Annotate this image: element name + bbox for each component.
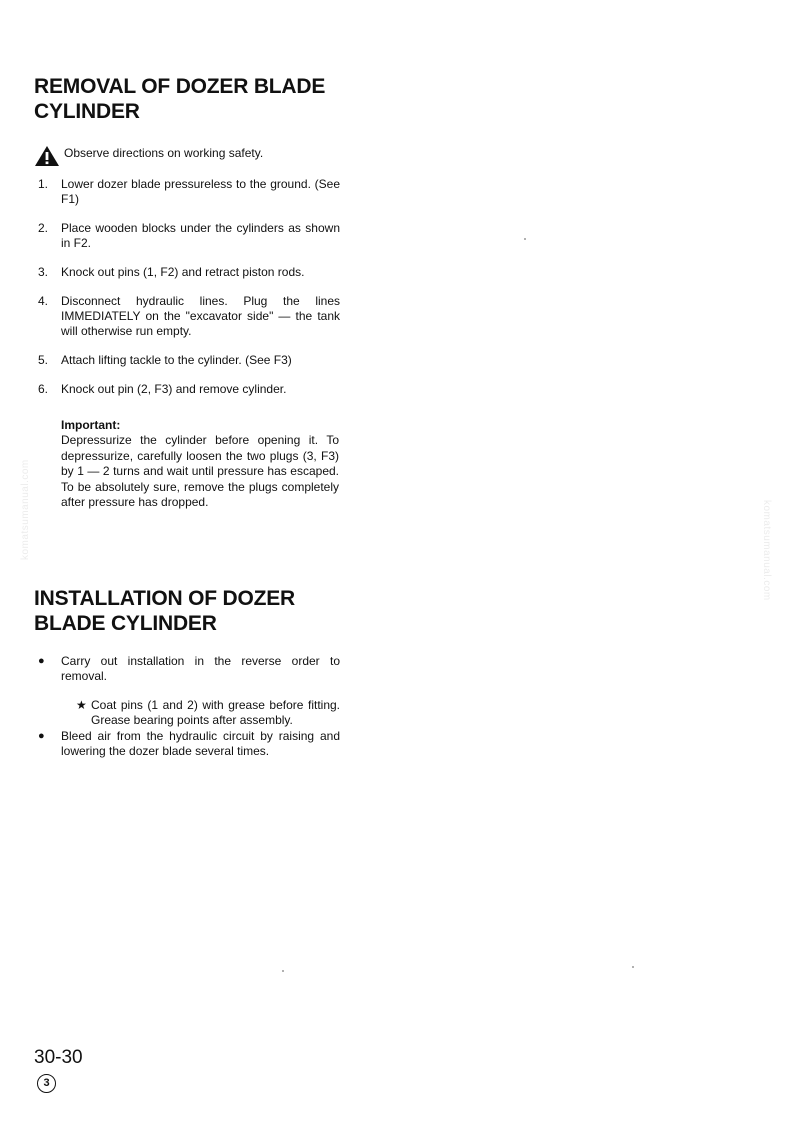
list-item [38,177,340,207]
star-note [76,698,340,728]
removal-heading-line2: CYLINDER [34,100,140,123]
list-item [38,729,340,759]
step-number: 1. [38,177,49,191]
list-item [38,353,340,368]
scan-speck [632,966,634,968]
removal-heading-line1: REMOVAL OF DOZER BLADE [34,75,326,98]
bullet-icon: ● [38,730,45,742]
removal-steps [38,177,340,397]
list-item [38,654,340,684]
safety-note [34,146,344,167]
bullet-text: Bleed air from the hydraulic circuit by raising and lowering the dozer blade several times. [61,729,340,758]
warning-triangle-icon [34,145,60,167]
star-icon: ★ [76,698,87,712]
installation-list [38,654,340,759]
step-text: Knock out pins (1, F2) and retract piston rods. [61,265,305,279]
scan-speck [524,238,526,240]
safety-note-text: Observe directions on working safety. [64,146,264,160]
scan-speck [282,970,284,972]
page-number: 30-30 [34,1047,83,1068]
important-note [61,418,339,510]
list-item [38,294,340,339]
list-item [38,382,340,397]
revision-badge: 3 [37,1074,56,1093]
step-number: 2. [38,221,49,235]
star-note-text: Coat pins (1 and 2) with grease before fitting. Grease bearing points after assembly. [91,698,340,727]
list-item [38,265,340,280]
step-number: 3. [38,265,49,279]
step-text: Disconnect hydraulic lines. Plug the lines IMMEDIATELY on the "excavator side" — the tank will otherwise run empty. [61,294,340,338]
bullet-icon: ● [38,655,45,667]
list-item [38,221,340,251]
step-text: Knock out pin (2, F3) and remove cylinder. [61,382,287,396]
installation-heading [34,586,354,636]
important-label: Important: [61,418,121,432]
installation-heading-line1: INSTALLATION OF DOZER [34,587,295,610]
step-text: Lower dozer blade pressureless to the ground. (See F1) [61,177,340,206]
step-number: 6. [38,382,49,396]
step-number: 5. [38,353,49,367]
watermark-left: komatsumanual.com [20,459,31,560]
removal-heading [34,74,354,124]
step-number: 4. [38,294,49,308]
important-text: Depressurize the cylinder before opening it. To depressurize, carefully loosen the two plugs (3, F3) by 1 — 2 turns and wait until pressure has escaped. To be absolutely sure, remove the plugs completely after pressure has dropped. [61,433,339,510]
installation-heading-line2: BLADE CYLINDER [34,612,217,635]
bullet-text: Carry out installation in the reverse order to removal. [61,654,340,683]
step-text: Attach lifting tackle to the cylinder. (See F3) [61,353,292,367]
watermark-right: komatsumanual.com [761,500,772,601]
step-text: Place wooden blocks under the cylinders as shown in F2. [61,221,340,250]
